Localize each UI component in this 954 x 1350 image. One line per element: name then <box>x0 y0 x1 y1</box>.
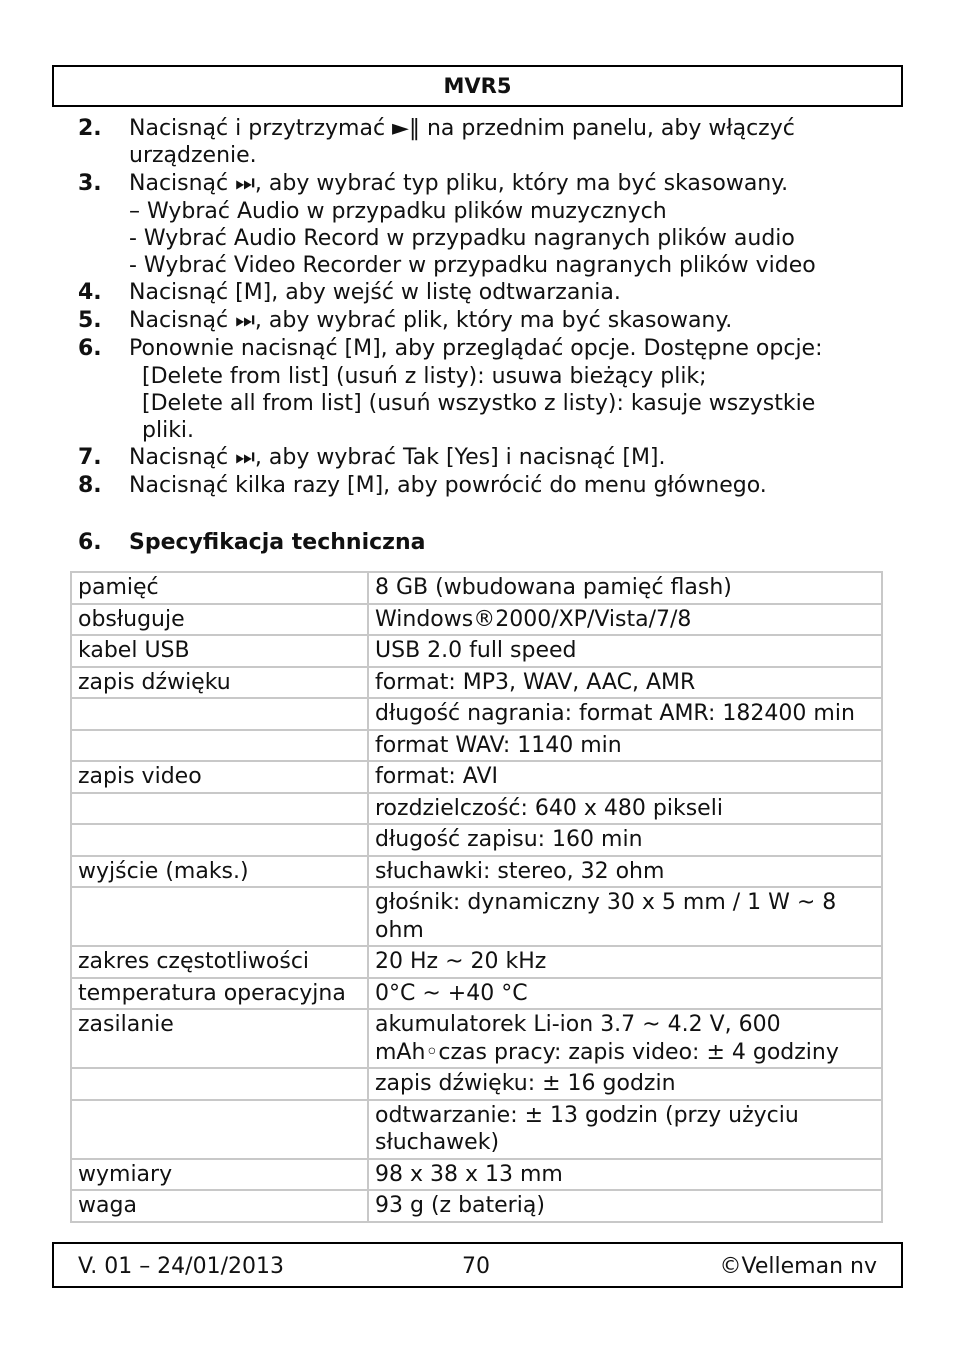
table-row <box>71 978 882 1010</box>
spec-label-cell: zakres częstotliwości <box>71 946 368 978</box>
spec-value-cell: Windows®2000/XP/Vista/7/8 <box>368 604 882 636</box>
step-number: 7. <box>78 445 102 470</box>
table-row <box>71 635 882 667</box>
table-row <box>71 946 882 978</box>
footer-version: V. 01 – 24/01/2013 <box>78 1254 284 1279</box>
spec-label-cell <box>71 730 368 762</box>
table-row <box>71 698 882 730</box>
step-number: 2. <box>78 116 102 141</box>
spec-value-cell: 20 Hz ~ 20 kHz <box>368 946 882 978</box>
step-line: Nacisnąć kilka razy [M], aby powrócić do menu głównego. <box>129 473 767 498</box>
step-option-item: [Delete from list] (usuń z listy): usuwa bieżący plik; <box>142 364 707 389</box>
table-row <box>71 793 882 825</box>
spec-label-cell: temperatura operacyjna <box>71 978 368 1010</box>
spec-value-cell: format WAV: 1140 min <box>368 730 882 762</box>
spec-label-cell: waga <box>71 1190 368 1222</box>
table-row <box>71 604 882 636</box>
step-line: Nacisnąć ⏭, aby wybrać Tak [Yes] i nacisnąć [M]. <box>129 445 666 470</box>
spec-label-cell: obsługuje <box>71 604 368 636</box>
step-number: 8. <box>78 473 102 498</box>
page-header <box>52 65 903 107</box>
step-number: 3. <box>78 171 102 196</box>
section-title: Specyfikacja techniczna <box>129 530 426 555</box>
spec-label-cell: kabel USB <box>71 635 368 667</box>
step-number: 5. <box>78 308 102 333</box>
step-item <box>78 279 878 306</box>
spec-value-cell: rozdzielczość: 640 x 480 pikseli <box>368 793 882 825</box>
spec-label-cell: pamięć <box>71 572 368 604</box>
spec-value-cell: długość nagrania: format AMR: 182400 min <box>368 698 882 730</box>
spec-label-cell: zapis dźwięku <box>71 667 368 699</box>
footer-page-number: 70 <box>462 1254 490 1279</box>
step-number: 4. <box>78 280 102 305</box>
spec-value-cell: 0°C ~ +40 °C <box>368 978 882 1010</box>
spec-value-cell: zapis dźwięku: ± 16 godzin <box>368 1068 882 1100</box>
step-number: 6. <box>78 336 102 361</box>
spec-value-cell: USB 2.0 full speed <box>368 635 882 667</box>
spec-label-cell: wymiary <box>71 1159 368 1191</box>
table-row <box>71 1159 882 1191</box>
spec-table <box>70 571 883 1223</box>
step-sub-item: - Wybrać Video Recorder w przypadku nagranych plików video <box>129 253 816 278</box>
header-title: MVR5 <box>443 74 512 98</box>
page-footer <box>52 1242 903 1288</box>
footer-copyright: ©Velleman nv <box>719 1254 877 1279</box>
table-row <box>71 1009 882 1068</box>
spec-value-cell: słuchawki: stereo, 32 ohm <box>368 856 882 888</box>
spec-label-cell: zapis video <box>71 761 368 793</box>
step-item <box>78 170 878 197</box>
table-row <box>71 887 882 946</box>
step-text <box>129 472 878 499</box>
step-text <box>129 444 878 471</box>
step-line: Nacisnąć [M], aby wejść w listę odtwarzania. <box>129 280 621 305</box>
step-sub-item: - Wybrać Audio Record w przypadku nagranych plików audio <box>129 226 795 251</box>
step-item <box>78 335 878 362</box>
section-heading <box>78 530 425 555</box>
spec-label-cell <box>71 824 368 856</box>
step-sub-item: – Wybrać Audio w przypadku plików muzycznych <box>129 199 667 224</box>
instruction-steps <box>78 115 878 500</box>
spec-value-cell: odtwarzanie: ± 13 godzin (przy użyciu słuchawek) <box>368 1100 882 1159</box>
table-row <box>71 1100 882 1159</box>
table-row <box>71 730 882 762</box>
step-text <box>129 170 878 197</box>
spec-value-cell: 8 GB (wbudowana pamięć flash) <box>368 572 882 604</box>
spec-value-cell: 98 x 38 x 13 mm <box>368 1159 882 1191</box>
step-line: Nacisnąć i przytrzymać ►‖ na przednim panelu, aby włączyć <box>129 116 795 141</box>
spec-value-cell: długość zapisu: 160 min <box>368 824 882 856</box>
spec-value-cell: format: AVI <box>368 761 882 793</box>
table-row <box>71 572 882 604</box>
spec-label-cell: zasilanie <box>71 1009 368 1068</box>
spec-label-cell <box>71 1100 368 1159</box>
spec-value-cell: głośnik: dynamiczny 30 x 5 mm / 1 W ~ 8 ohm <box>368 887 882 946</box>
spec-label-cell <box>71 793 368 825</box>
step-item <box>78 115 878 169</box>
step-option-item: [Delete all from list] (usuń wszystko z listy): kasuje wszystkie <box>142 391 816 416</box>
step-line: Nacisnąć ⏭, aby wybrać plik, który ma być skasowany. <box>129 308 733 333</box>
table-row <box>71 761 882 793</box>
step-text <box>129 279 878 306</box>
spec-label-cell: wyjście (maks.) <box>71 856 368 888</box>
step-option-item: pliki. <box>142 418 195 443</box>
table-row <box>71 1068 882 1100</box>
step-text <box>129 115 878 169</box>
spec-value-cell: format: MP3, WAV, AAC, AMR <box>368 667 882 699</box>
table-row <box>71 856 882 888</box>
step-text <box>129 335 878 362</box>
table-row <box>71 824 882 856</box>
spec-label-cell <box>71 1068 368 1100</box>
step-line: Ponownie nacisnąć [M], aby przeglądać opcje. Dostępne opcje: <box>129 336 823 361</box>
spec-label-cell <box>71 698 368 730</box>
step-text <box>129 307 878 334</box>
step-line: urządzenie. <box>129 143 257 168</box>
step-item <box>78 307 878 334</box>
spec-label-cell <box>71 887 368 946</box>
step-item <box>78 444 878 471</box>
section-number: 6. <box>78 530 102 555</box>
step-item <box>78 472 878 499</box>
table-row <box>71 667 882 699</box>
spec-value-cell: akumulatorek Li-ion 3.7 ~ 4.2 V, 600 mAh◦czas pracy: zapis video: ± 4 godziny <box>368 1009 882 1068</box>
step-line: Nacisnąć ⏭, aby wybrać typ pliku, który ma być skasowany. <box>129 171 789 196</box>
table-row <box>71 1190 882 1222</box>
spec-value-cell: 93 g (z baterią) <box>368 1190 882 1222</box>
